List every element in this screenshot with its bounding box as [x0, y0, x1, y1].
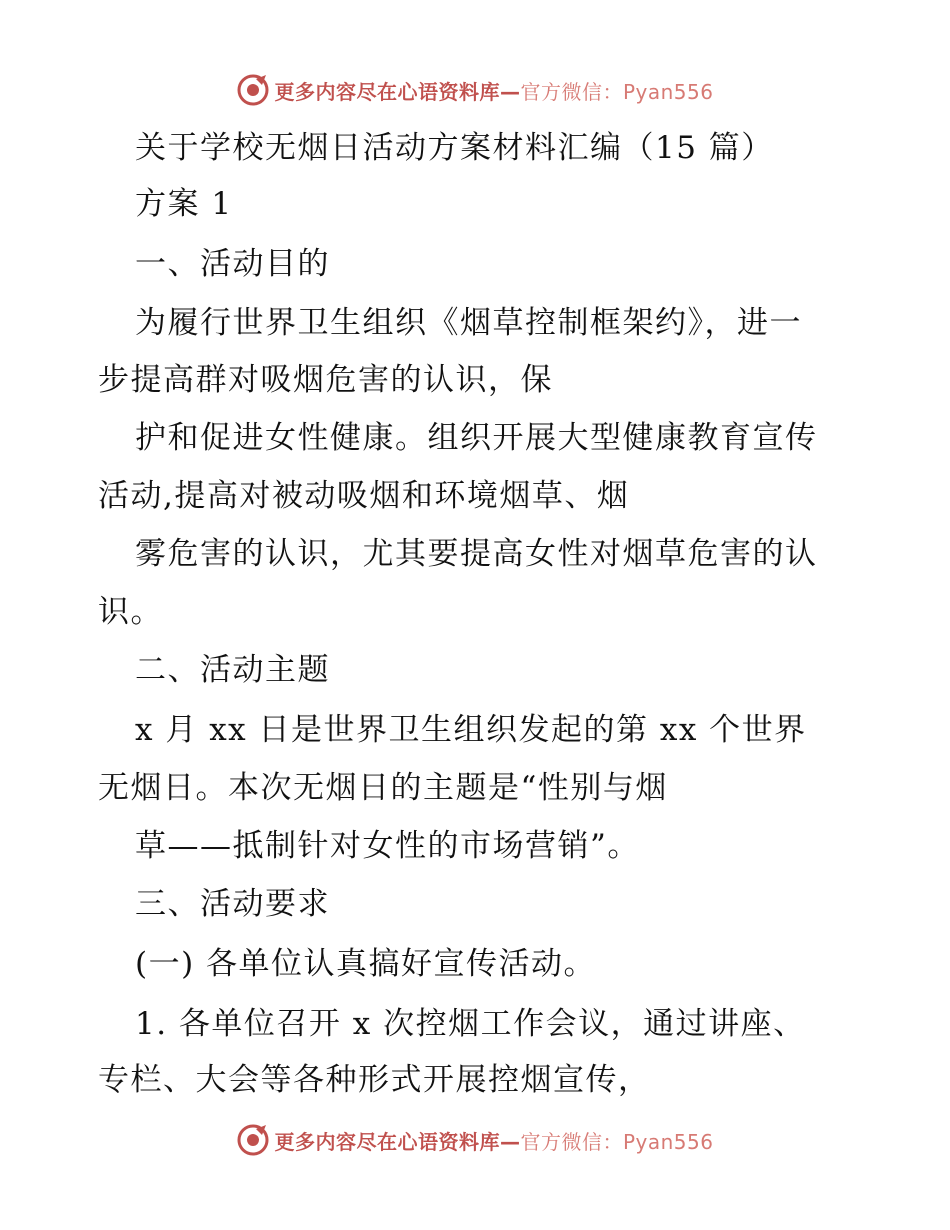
- banner-text: 更多内容尽在心语资料库—官方微信：Pyan556: [274, 79, 714, 104]
- section-heading: 二、活动主题: [135, 652, 330, 688]
- banner-wechat: 官方微信：Pyan556: [520, 79, 714, 104]
- banner-wechat: 官方微信：Pyan556: [520, 1129, 714, 1154]
- section-heading: 一、活动目的: [135, 246, 330, 282]
- section-heading: 三、活动要求: [135, 886, 330, 922]
- logo-icon: [236, 73, 270, 107]
- footer-banner: [0, 1120, 950, 1160]
- paragraph-line: 识。: [98, 594, 163, 630]
- paragraph-line: 为履行世界卫生组织《烟草控制框架约》，进一: [135, 305, 802, 341]
- subsection-heading: (一) 各单位认真搞好宣传活动。: [135, 946, 597, 982]
- paragraph-line: 1. 各单位召开 x 次控烟工作会议，通过讲座、: [135, 1006, 806, 1042]
- header-banner: [0, 70, 950, 110]
- paragraph-line: 无烟日。本次无烟日的主题是“性别与烟: [98, 770, 668, 806]
- paragraph-line: 活动,提高对被动吸烟和环境烟草、烟: [98, 478, 630, 514]
- paragraph-line: 步提高群对吸烟危害的认识，保: [98, 362, 553, 398]
- banner-text: 更多内容尽在心语资料库—官方微信：Pyan556: [274, 1129, 714, 1154]
- document-title: 关于学校无烟日活动方案材料汇编（15 篇）: [135, 130, 774, 166]
- paragraph-line: 专栏、大会等各种形式开展控烟宣传，: [98, 1062, 651, 1098]
- paragraph-line: x 月 xx 日是世界卫生组织发起的第 xx 个世界: [135, 712, 807, 748]
- logo-icon: [236, 1123, 270, 1157]
- paragraph-line: 护和促进女性健康。组织开展大型健康教育宣传: [135, 420, 818, 456]
- paragraph-line: 草——抵制针对女性的市场营销”。: [135, 828, 640, 864]
- paragraph-line: 雾危害的认识，尤其要提高女性对烟草危害的认: [135, 536, 818, 572]
- plan-heading: 方案 1: [135, 186, 233, 222]
